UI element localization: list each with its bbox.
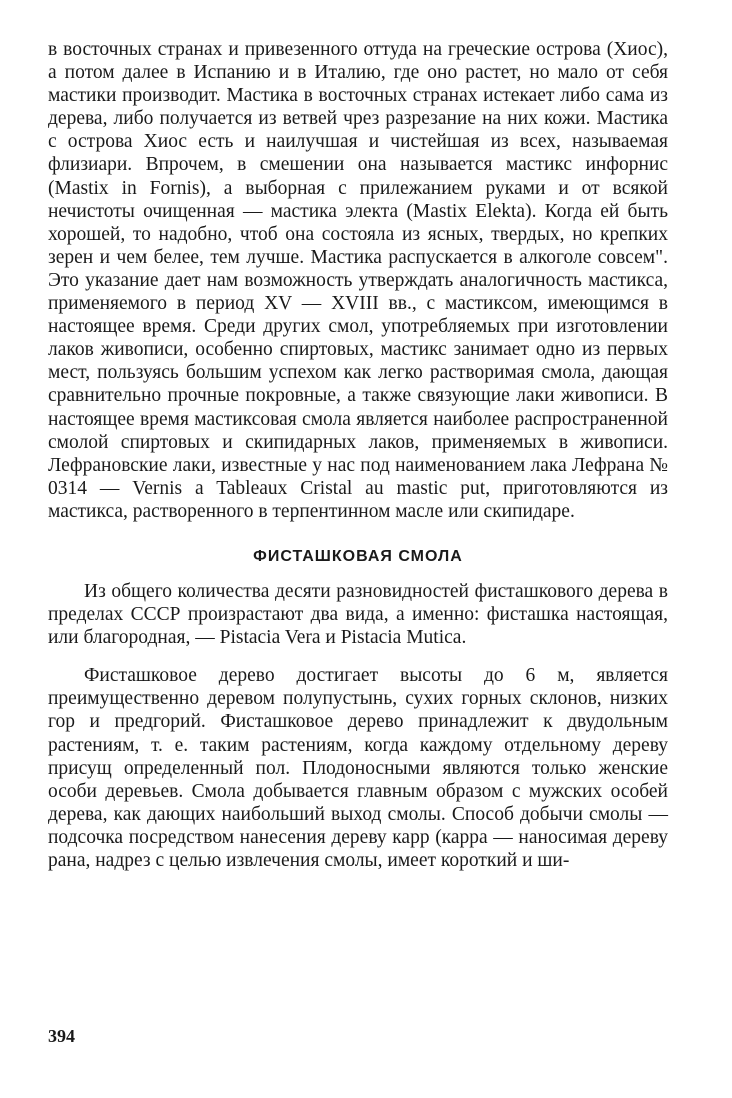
- paragraph-mastic-continuation: в восточных странах и привезенного оттуда на греческие острова (Хиос), а потом далее в Испанию и в Италию, где оно растет, но мало от себя мастики производит. Мастика в восточных странах истекает либо сама из дерева, либо получается из ветвей чрез разрезание на них кожи. Мастика с острова Хиос есть и наилучшая и чистейшая из всех, называемая флизиари. Впрочем, в смешении она называется мастикс инфорнис (Mastix in Fornis), а выборная с прилежанием руками и от всякой нечистоты очищенная — мастика электа (Mastix Elekta). Когда ей быть хорошей, то надобно, чтоб она состояла из ясных, твердых, но крепких зерен и чем белее, тем лучше. Мастика распускается в алкоголе совсем". Это указание дает нам возможность утверждать аналогичность мастикса, применяемого в период XV — XVIII вв., с мастиксом, имеющимся в настоящее время. Среди других смол, употребляемых при изготовлении лаков живописи, особенно спиртовых, мастикс занимает одно из первых мест, пользуясь большим успехом как легко растворимая смола, дающая сравнительно прочные покровные, а также связующие лаки живописи. В настоящее время мастиксовая смола является наиболее распространенной смолой спиртовых и скипидарных лаков, применяемых в живописи. Лефрановские лаки, известные у нас под наименованием лака Лефрана № 0314 — Vernis a Tableaux Cristal au mastic put, приготовляются из мастикса, растворенного в терпентинном масле или скипидаре.: [48, 39, 668, 522]
- paragraph-pistachio-tree: Фисташковое дерево достигает высоты до 6 м, является преимущественно деревом полупустынь, сухих горных склонов, низких гор и предгорий. Фисташковое дерево принадлежит к двудольным растениям, т. е. таким растениям, когда каждому отдельному дереву присущ определенный пол. Плодоносными являются только женские особи деревьев. Смола добывается главным образом с мужских особей дерева, как дающих наибольший выход смолы. Способ добычи смолы — подсочка посредством нанесения дереву карр (карра — наносимая дереву рана, надрез с целью извлечения смолы, имеет короткий и ши-: [48, 665, 668, 871]
- page-number: 394: [48, 1026, 75, 1046]
- paragraph-pistachio-species: Из общего количества десяти разновидностей фисташкового дерева в пределах СССР произрастают два вида, а именно: фисташка настоящая, или благородная, — Pistacia Vera и Pistacia Mutica.: [48, 580, 668, 649]
- paragraph-gap: [48, 649, 668, 664]
- section-heading-pistachio-resin: ФИСТАШКОВАЯ СМОЛА: [253, 547, 463, 565]
- page-body: [48, 38, 668, 872]
